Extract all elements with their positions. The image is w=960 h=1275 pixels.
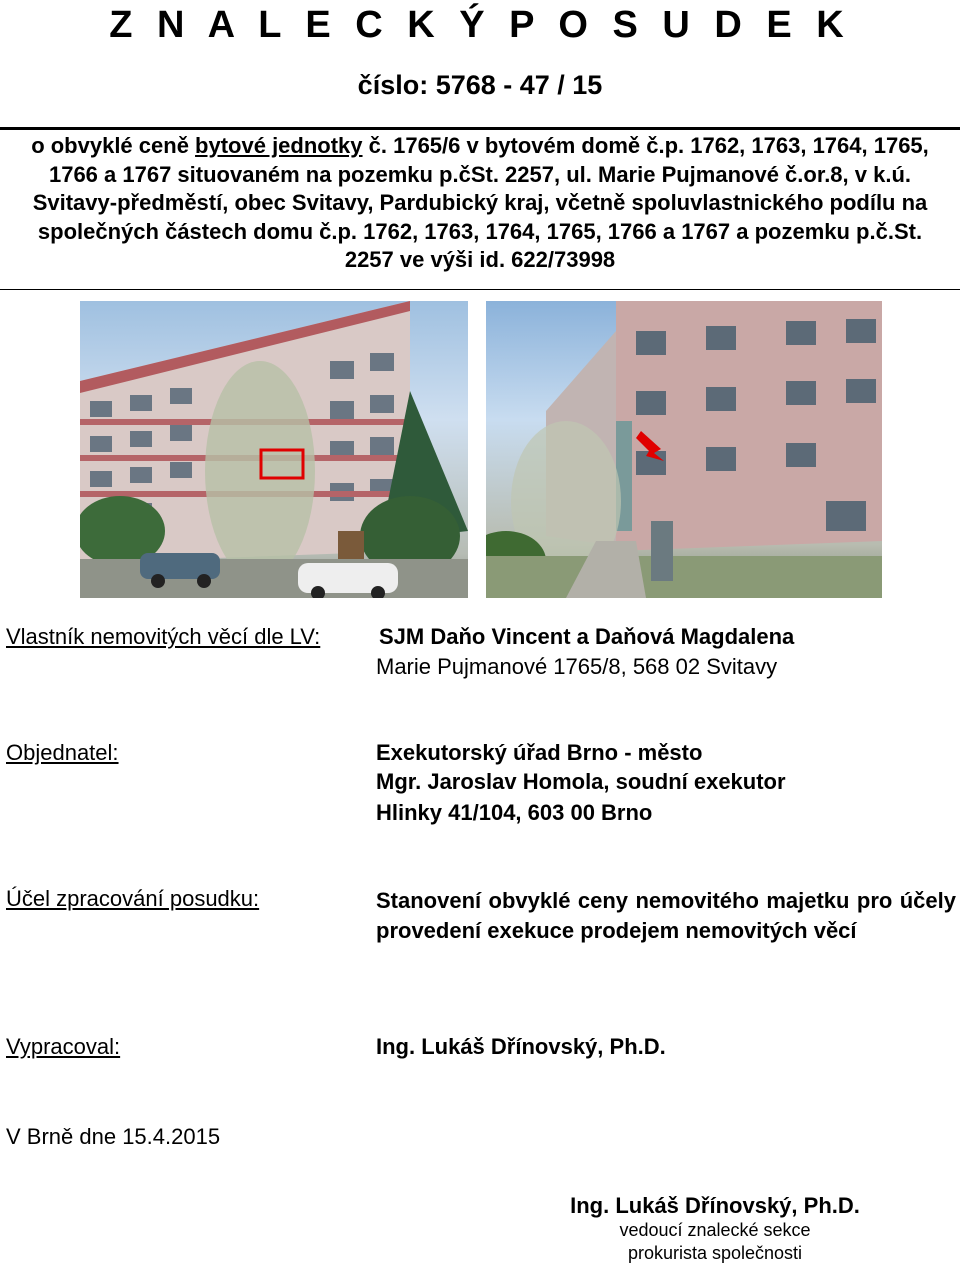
purpose-value: Stanovení obvyklé ceny nemovitého majetku pro účely provedení exekuce prodejem nemovitých věcí <box>376 888 956 943</box>
author-label: Vypracoval: <box>6 1034 121 1059</box>
client-label: Objednatel: <box>6 740 119 765</box>
place-date: V Brně dne 15.4.2015 <box>6 1124 221 1149</box>
building-photo-side <box>486 301 882 598</box>
author-value: Ing. Lukáš Dřínovský, Ph.D. <box>376 1034 666 1059</box>
signature-block <box>480 1193 950 1265</box>
building-photo-front <box>80 301 468 598</box>
owner-address: Marie Pujmanové 1765/8, 568 02 Svitavy <box>376 654 778 679</box>
client-line2: Mgr. Jaroslav Homola, soudní exekutor <box>376 769 786 794</box>
owner-name: SJM Daňo Vincent a Daňová Magdalena <box>379 624 795 649</box>
client-line1: Exekutorský úřad Brno - město <box>376 740 703 765</box>
signature-role1: vedoucí znalecké sekce <box>619 1220 811 1240</box>
signature-role2: prokurista společnosti <box>627 1243 803 1263</box>
subject-prefix: o obvyklé ceně <box>31 133 196 158</box>
purpose-label: Účel zpracování posudku: <box>6 886 260 911</box>
document-number: číslo: 5768 - 47 / 15 <box>357 70 603 100</box>
client-line3: Hlinky 41/104, 603 00 Brno <box>376 800 653 825</box>
subject-rest: č. 1765/6 v bytovém domě č.p. 1762, 1763, 1764, 1765, 1766 a 1767 situovaném na pozemku p.čSt. 2257, ul. Marie Pujmanové č.or.8, v k.ú. Svitavy-předměstí, obec Svitavy, Pardubický kraj, včetně spoluvlastnického podílu na společných částech domu č.p. 1762, 1763, 1764, 1765, 1766 a 1767 a pozemku p.č.St. 2257 ve výši id. 622/73998 <box>32 133 929 272</box>
owner-label: Vlastník nemovitých věcí dle LV: <box>6 624 321 649</box>
header-rule <box>0 127 960 130</box>
subject-unit-link: bytové jednotky <box>195 133 363 158</box>
document-title: Z N A L E C K Ý P O S U D E K <box>109 4 851 46</box>
subject-description <box>14 132 946 275</box>
signature-name: Ing. Lukáš Dřínovský, Ph.D. <box>570 1193 860 1218</box>
building-photo-side-svg <box>486 301 882 598</box>
subject-rule <box>0 289 960 290</box>
building-photo-front-svg <box>80 301 468 598</box>
